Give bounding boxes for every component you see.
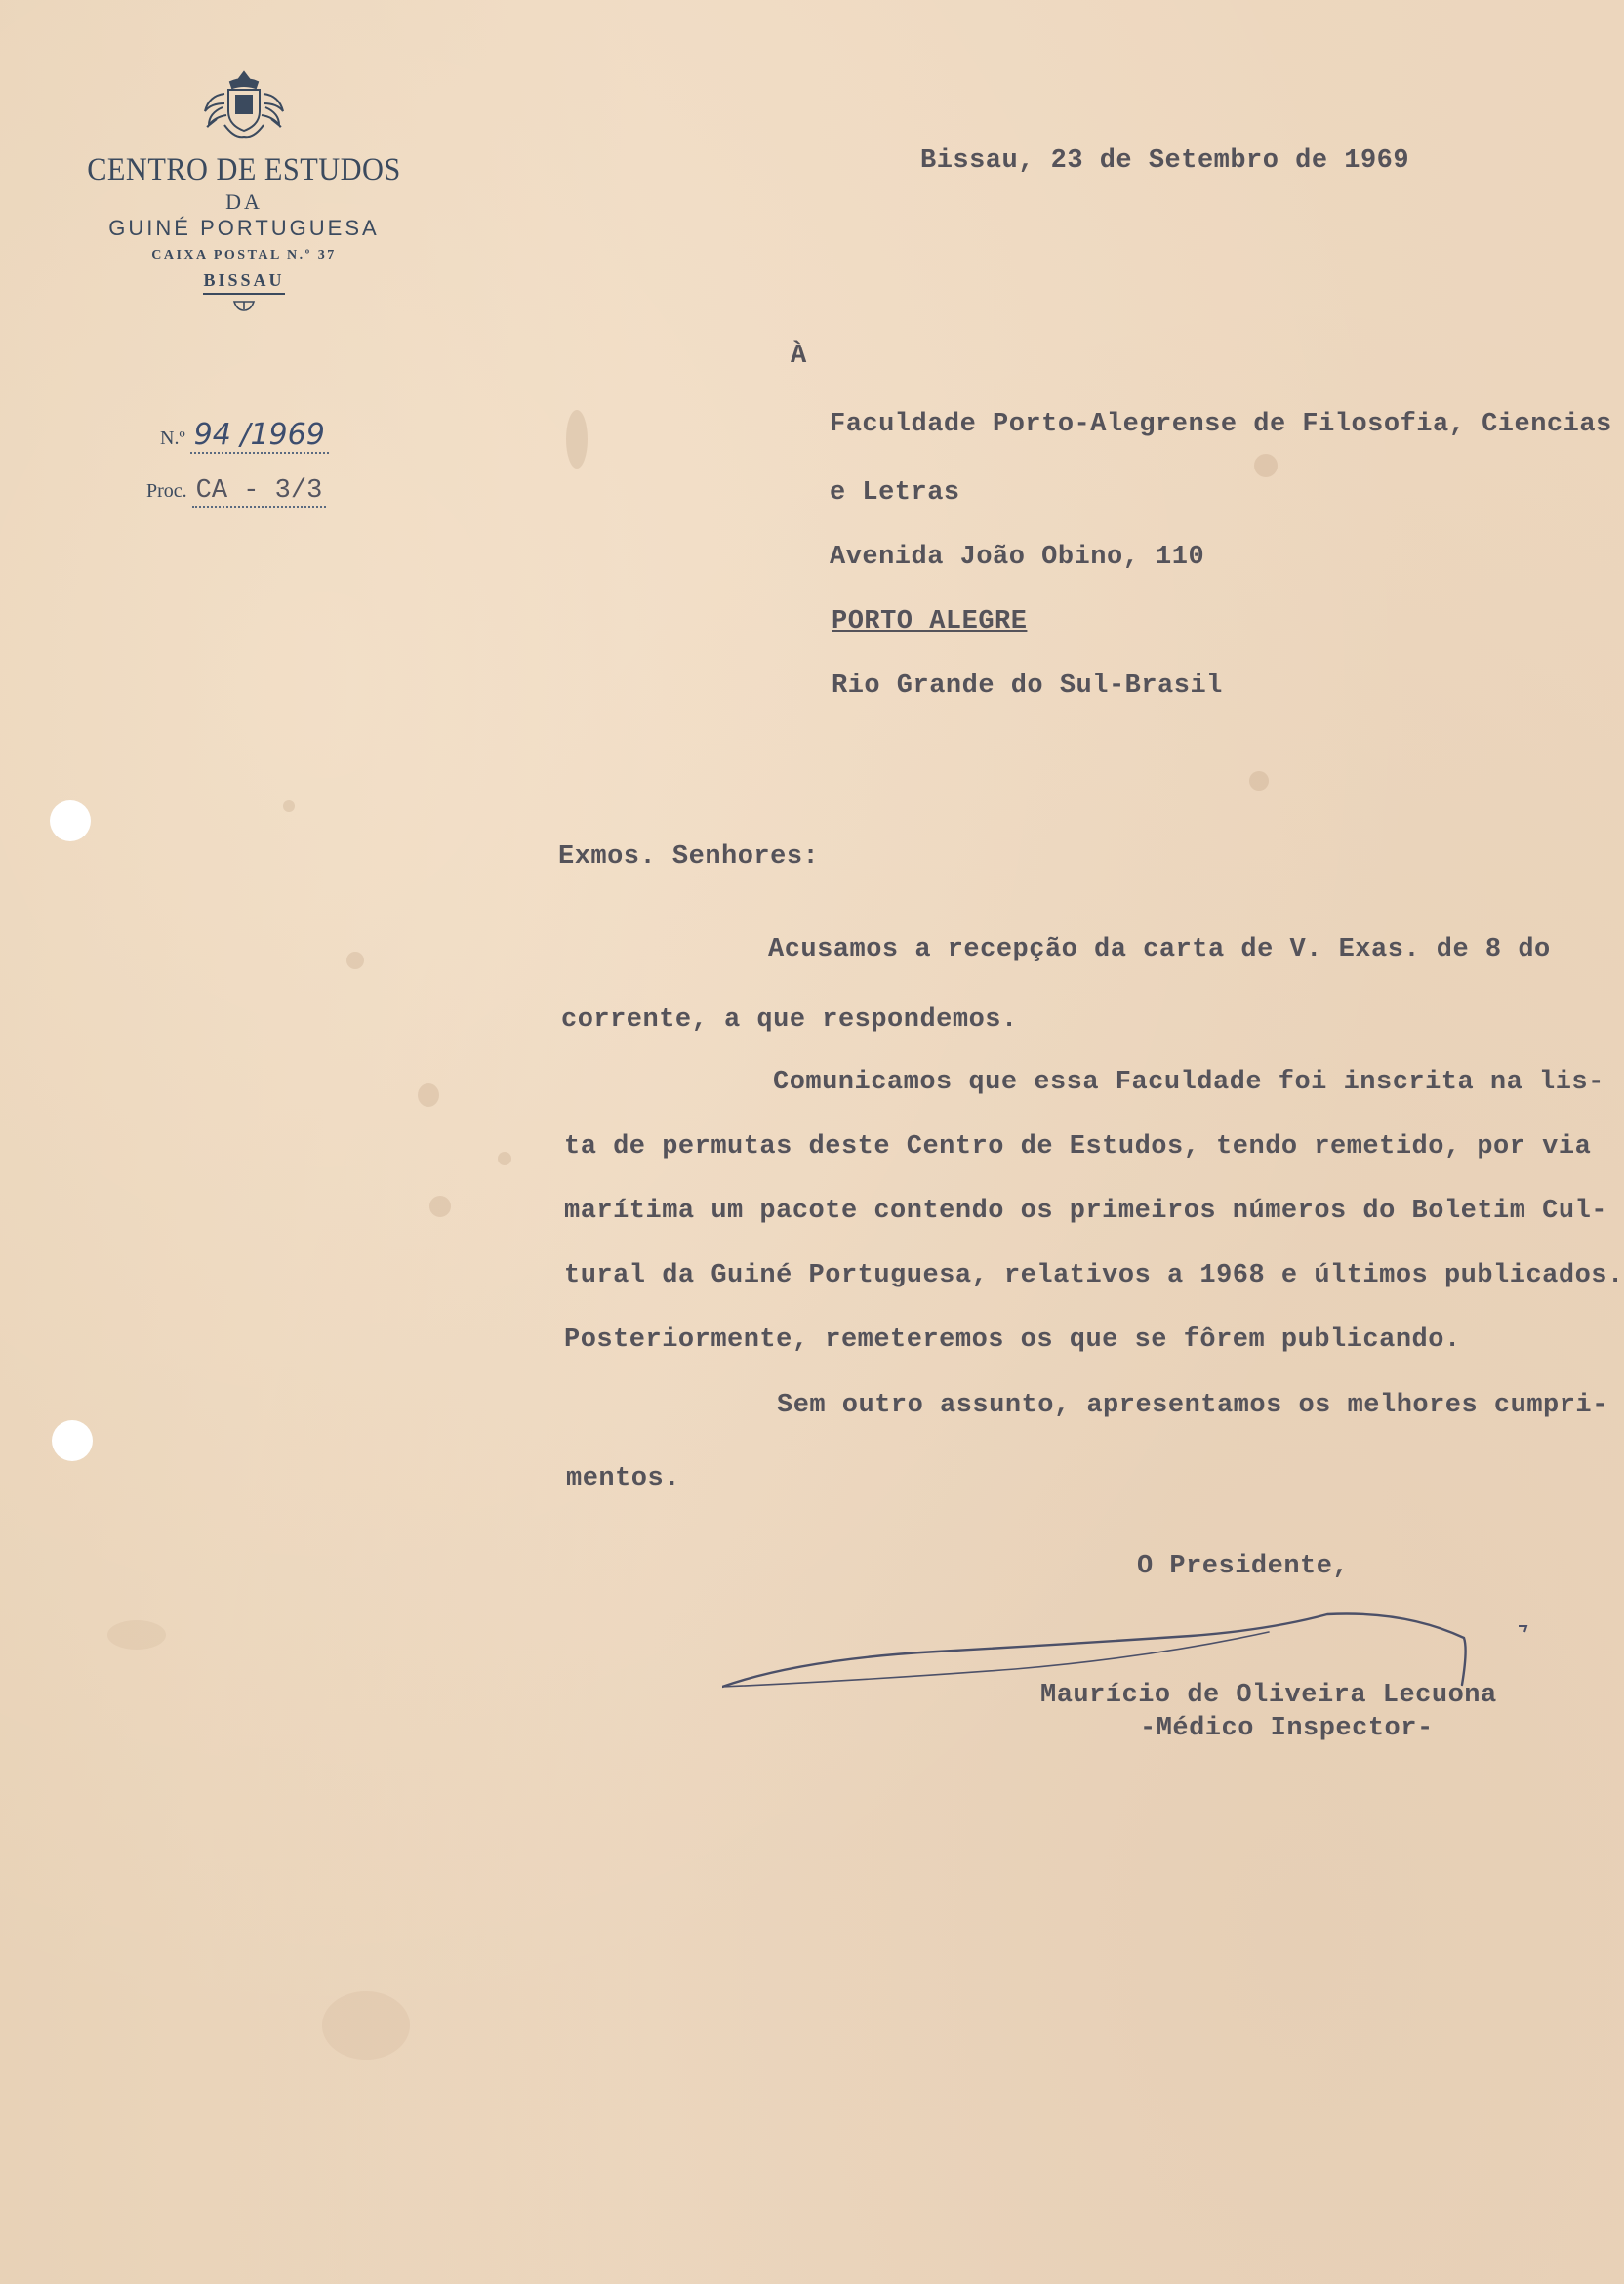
- signatory-title: -Médico Inspector-: [1140, 1714, 1434, 1743]
- body-line-4: ta de permutas deste Centro de Estudos, tendo remetido, por via: [564, 1132, 1592, 1162]
- body-line-1: Acusamos a recepção da carta de V. Exas. de 8 do: [768, 935, 1551, 964]
- letterhead-po-box: CAIXA POSTAL N.º 37: [151, 248, 337, 263]
- addressee-prefix: À: [791, 342, 807, 371]
- paper-stain: [498, 1152, 511, 1165]
- coat-of-arms-icon: [195, 68, 293, 144]
- paper-stain: [107, 1620, 166, 1650]
- paper-stain: [322, 1991, 410, 2060]
- process-number-value: CA - 3/3: [192, 476, 327, 508]
- body-line-5: marítima um pacote contendo os primeiros números do Boletim Cul-: [564, 1197, 1607, 1226]
- addressee-line-2: e Letras: [830, 478, 960, 508]
- paper-stain: [418, 1083, 439, 1107]
- small-ornament-icon: [231, 299, 257, 312]
- signatory-name: Maurício de Oliveira Lecuona: [1040, 1681, 1497, 1710]
- paper-stain: [283, 800, 295, 812]
- salutation: Exmos. Senhores:: [558, 842, 820, 872]
- body-line-8: Sem outro assunto, apresentamos os melhores cumpri-: [777, 1391, 1608, 1420]
- paper-stain: [1249, 771, 1269, 791]
- body-line-6: tural da Guiné Portuguesa, relativos a 1968 e últimos publicados.: [564, 1261, 1624, 1290]
- punch-hole-top: [50, 800, 91, 841]
- reference-number-label: N.º: [160, 428, 185, 449]
- reference-number: [160, 418, 329, 454]
- process-number: [146, 476, 326, 508]
- letterhead: [59, 68, 429, 312]
- addressee-line-5: Rio Grande do Sul-Brasil: [832, 672, 1223, 701]
- addressee-line-3: Avenida João Obino, 110: [830, 543, 1205, 572]
- letterhead-city: BISSAU: [203, 269, 284, 295]
- paper-stain: [346, 952, 364, 969]
- process-number-label: Proc.: [146, 480, 187, 502]
- paper-stain: [1254, 454, 1278, 477]
- reference-number-value: 94 /1969: [190, 418, 329, 454]
- addressee-line-1: Faculdade Porto-Alegrense de Filosofia, Ciencias: [830, 410, 1612, 439]
- punch-hole-bottom: [52, 1420, 93, 1461]
- body-line-7: Posteriormente, remeteremos os que se fôrem publicando.: [564, 1326, 1461, 1355]
- body-line-2: corrente, a que respondemos.: [561, 1005, 1018, 1035]
- letterhead-guine: GUINÉ PORTUGUESA: [108, 216, 380, 240]
- body-line-3: Comunicamos que essa Faculdade foi inscrita na lis-: [773, 1068, 1604, 1097]
- paper-stain: [429, 1196, 451, 1217]
- addressee-city: PORTO ALEGRE: [832, 607, 1028, 636]
- body-line-9: mentos.: [566, 1464, 680, 1493]
- letterhead-title: CENTRO DE ESTUDOS: [87, 152, 401, 187]
- paper-stain: [566, 410, 588, 469]
- letterhead-da: DA: [225, 189, 263, 214]
- date-line: Bissau, 23 de Setembro de 1969: [920, 146, 1410, 176]
- closing: O Presidente,: [1137, 1552, 1350, 1581]
